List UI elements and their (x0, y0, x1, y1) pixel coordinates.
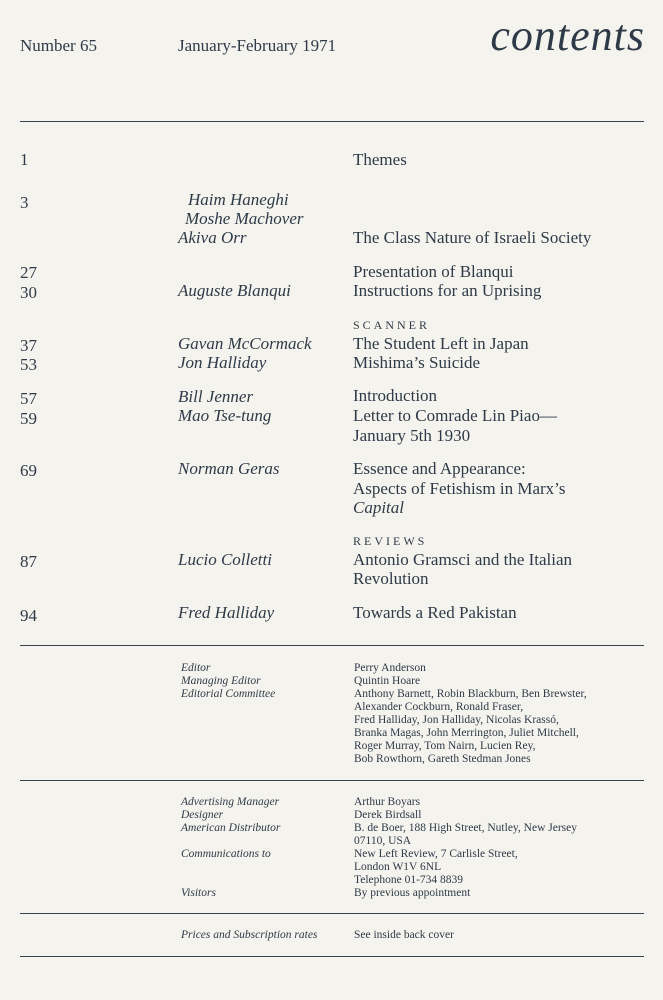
divider (20, 121, 644, 122)
toc-title: January 5th 1930 (353, 426, 471, 445)
toc-author: Norman Geras (178, 459, 280, 478)
toc-title: Introduction (353, 386, 438, 405)
toc-title: Instructions for an Uprising (353, 281, 542, 300)
toc-title: Presentation of Blanqui (353, 262, 514, 281)
toc-page: 57 (20, 389, 37, 408)
distributor-label: American Distributor (181, 822, 281, 834)
editor-value: Perry Anderson (354, 662, 426, 674)
prices-label: Prices and Subscription rates (181, 929, 318, 941)
toc-author: Moshe Machover (185, 209, 304, 228)
toc-page: 87 (20, 552, 37, 571)
communications-line: London W1V 6NL (354, 861, 442, 873)
communications-label: Communications to (181, 848, 271, 860)
toc-title: Mishima’s Suicide (353, 353, 481, 372)
divider (20, 956, 644, 957)
committee-line: Bob Rowthorn, Gareth Stedman Jones (354, 753, 531, 765)
issue-number: Number 65 (20, 36, 97, 55)
committee-label: Editorial Committee (181, 688, 276, 700)
toc-page: 94 (20, 606, 37, 625)
toc-page: 1 (20, 150, 29, 169)
communications-line: New Left Review, 7 Carlisle Street, (354, 848, 518, 860)
toc-author: Bill Jenner (178, 387, 254, 406)
advertising-value: Arthur Boyars (354, 796, 421, 808)
toc-title: Letter to Comrade Lin Piao— (353, 406, 557, 425)
distributor-line: B. de Boer, 188 High Street, Nutley, New Jersey (354, 822, 577, 834)
committee-line: Roger Murray, Tom Nairn, Lucien Rey, (354, 740, 536, 752)
communications-line: Telephone 01-734 8839 (354, 874, 464, 886)
visitors-value: By previous appointment (354, 887, 471, 899)
divider (20, 780, 644, 781)
divider (20, 645, 644, 646)
toc-author: Jon Halliday (178, 353, 267, 372)
toc-title: The Class Nature of Israeli Society (353, 228, 592, 247)
toc-author: Haim Haneghi (188, 190, 289, 209)
toc-title: The Student Left in Japan (353, 334, 529, 353)
section-label-reviews: REVIEWS (353, 534, 428, 548)
issue-date: January-February 1971 (178, 36, 337, 55)
committee-line: Fred Halliday, Jon Halliday, Nicolas Krassó, (354, 714, 559, 726)
toc-author: Mao Tse-tung (178, 406, 272, 425)
toc-page: 3 (20, 193, 29, 212)
toc-author: Fred Halliday (178, 603, 275, 622)
toc-title: Antonio Gramsci and the Italian (353, 550, 573, 569)
toc-author: Gavan McCormack (178, 334, 312, 353)
managing-editor-label: Managing Editor (181, 675, 261, 687)
managing-editor-value: Quintin Hoare (354, 675, 421, 687)
toc-page: 59 (20, 409, 37, 428)
committee-line: Anthony Barnett, Robin Blackburn, Ben Brewster, (354, 688, 587, 700)
designer-value: Derek Birdsall (354, 809, 422, 821)
toc-page: 69 (20, 461, 37, 480)
toc-author: Lucio Colletti (178, 550, 272, 569)
toc-page: 53 (20, 355, 37, 374)
toc-page: 37 (20, 336, 37, 355)
toc-title: Towards a Red Pakistan (353, 603, 517, 622)
editor-label: Editor (181, 662, 211, 674)
toc-title: Capital (353, 498, 405, 517)
toc-author: Akiva Orr (178, 228, 247, 247)
committee-line: Alexander Cockburn, Ronald Fraser, (354, 701, 524, 713)
prices-value: See inside back cover (354, 929, 454, 941)
distributor-line: 07110, USA (354, 835, 412, 847)
toc-title: Revolution (353, 569, 429, 588)
advertising-label: Advertising Manager (181, 796, 280, 808)
page-title: contents (490, 11, 645, 60)
committee-line: Branka Magas, John Merrington, Juliet Mitchell, (354, 727, 579, 739)
visitors-label: Visitors (181, 887, 216, 899)
toc-author: Auguste Blanqui (178, 281, 291, 300)
toc-title: Aspects of Fetishism in Marx’s (353, 479, 566, 498)
divider (20, 913, 644, 914)
toc-title: Essence and Appearance: (353, 459, 526, 478)
toc-page: 27 (20, 263, 37, 282)
section-label-scanner: SCANNER (353, 318, 431, 332)
toc-page: 30 (20, 283, 37, 302)
toc-title: Themes (353, 150, 407, 169)
designer-label: Designer (181, 809, 224, 821)
